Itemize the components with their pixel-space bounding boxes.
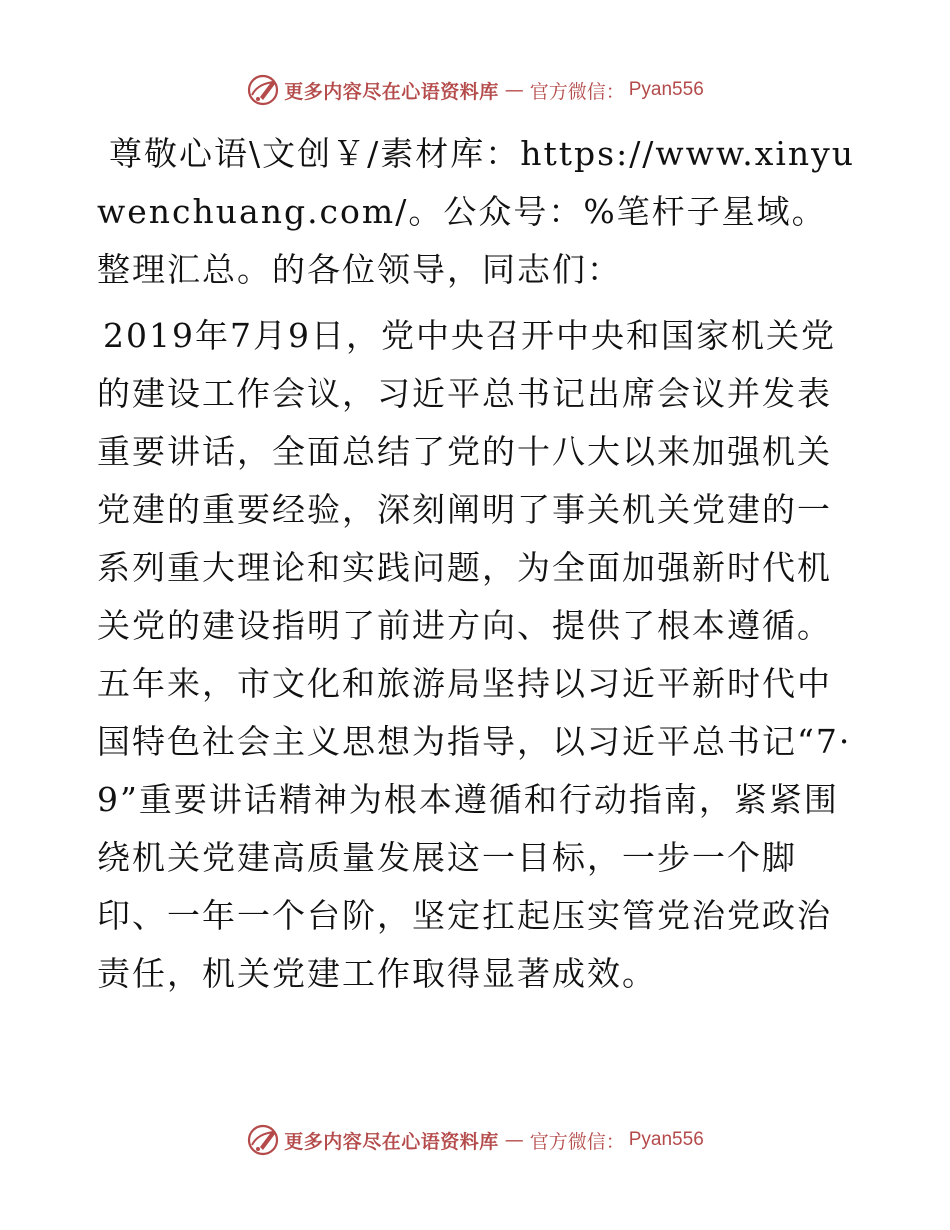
brush-pen-logo-icon <box>246 1123 280 1157</box>
banner-wechat-id: Pyan556 <box>628 79 704 100</box>
banner-wechat-id: Pyan556 <box>628 1129 704 1150</box>
header-banner <box>0 70 950 110</box>
banner-official-label: 官方微信： <box>529 1130 625 1153</box>
banner-separator: — <box>504 79 524 101</box>
banner-official-label: 官方微信： <box>529 80 625 103</box>
banner-slogan: 更多内容尽在心语资料库 <box>284 1130 499 1153</box>
document-body <box>97 125 857 1003</box>
banner-slogan: 更多内容尽在心语资料库 <box>284 80 499 103</box>
footer-banner <box>0 1120 950 1160</box>
brush-pen-logo-icon <box>246 73 280 107</box>
banner-separator: — <box>504 1129 524 1151</box>
body-paragraph: 2019年7月9日，党中央召开中央和国家机关党的建设工作会议，习近平总书记出席会议并发表重要讲话，全面总结了党的十八大以来加强机关党建的重要经验，深刻阐明了事关机关党建的一系列重大理论和实践问题，为全面加强新时代机关党的建设指明了前进方向、提供了根本遵循。五年来，市文化和旅游局坚持以习近平新时代中国特色社会主义思想为指导，以习近平总书记“7·9”重要讲话精神为根本遵循和行动指南，紧紧围绕机关党建高质量发展这一目标，一步一个脚印、一年一个台阶，坚定扛起压实管党治党政治责任，机关党建工作取得显著成效。 <box>97 316 852 993</box>
greeting-paragraph: 尊敬心语\文创￥/素材库：https://www.xinyuwenchuang.com/。公众号：%笔杆子星域。整理汇总。的各位领导，同志们： <box>97 134 856 289</box>
